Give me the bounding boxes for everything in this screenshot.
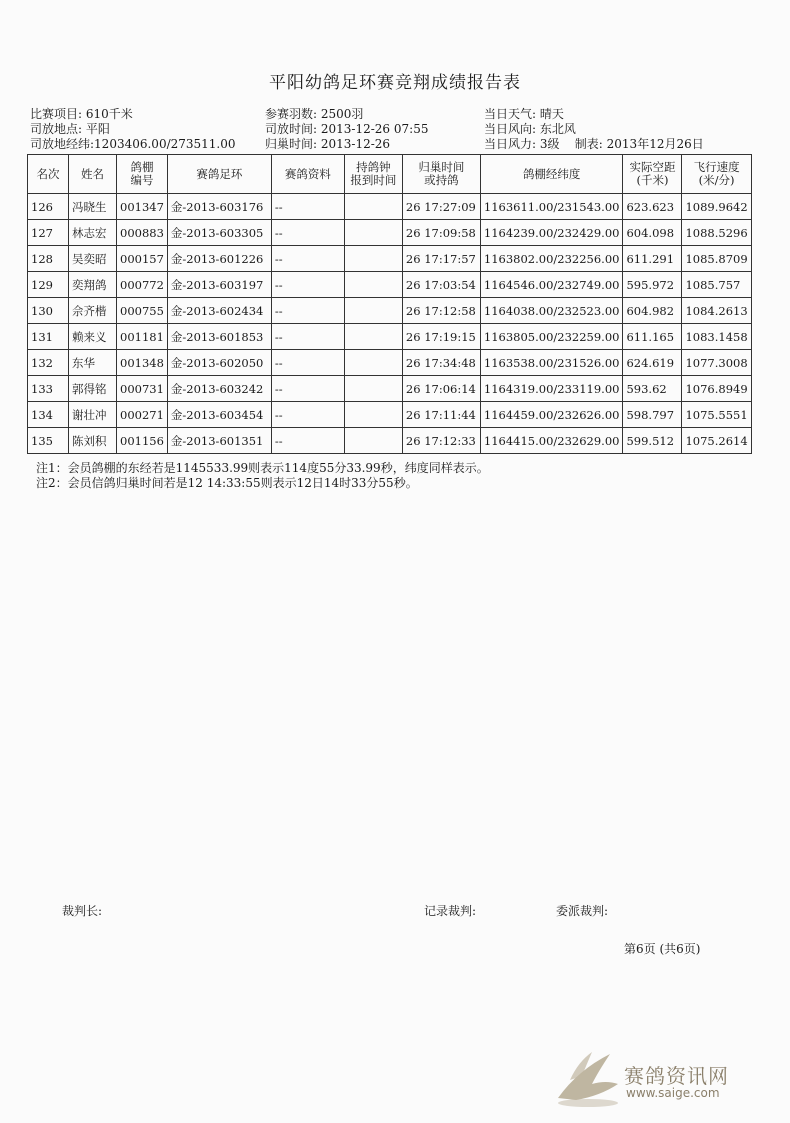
cell-coords: 1163802.00/232256.00 bbox=[480, 246, 623, 272]
cell-ring: 金-2013-601226 bbox=[167, 246, 271, 272]
cell-loft: 000731 bbox=[117, 376, 168, 402]
table-body bbox=[28, 194, 752, 454]
cell-rank: 135 bbox=[28, 428, 69, 454]
wind-dir-value: 东北风 bbox=[539, 122, 576, 136]
info-column-middle bbox=[265, 107, 428, 152]
cell-coords: 1164038.00/232523.00 bbox=[480, 298, 623, 324]
cell-speed: 1075.5551 bbox=[682, 402, 751, 428]
cell-coords: 1164319.00/233119.00 bbox=[480, 376, 623, 402]
cell-clock bbox=[344, 298, 402, 324]
assigned-judge-label: 委派裁判: bbox=[556, 904, 609, 918]
cell-rank: 131 bbox=[28, 324, 69, 350]
cell-return-time: 26 17:03:54 bbox=[402, 272, 480, 298]
cell-speed: 1088.5296 bbox=[682, 220, 751, 246]
weather-label: 当日天气: bbox=[484, 107, 537, 121]
cell-return-time: 26 17:12:58 bbox=[402, 298, 480, 324]
cell-distance: 598.797 bbox=[623, 402, 682, 428]
cell-return-time: 26 17:09:58 bbox=[402, 220, 480, 246]
cell-distance: 604.098 bbox=[623, 220, 682, 246]
cell-rank: 129 bbox=[28, 272, 69, 298]
chief-judge-label: 裁判长: bbox=[62, 904, 103, 918]
cell-name: 冯晓生 bbox=[69, 194, 117, 220]
cell-info: -- bbox=[271, 272, 344, 298]
col-loft-header bbox=[117, 155, 168, 194]
cell-coords: 1163805.00/232259.00 bbox=[480, 324, 623, 350]
col-return-header-line1: 归巢时间 bbox=[418, 160, 465, 174]
cell-loft: 001181 bbox=[117, 324, 168, 350]
cell-distance: 624.619 bbox=[623, 350, 682, 376]
cell-distance: 593.62 bbox=[623, 376, 682, 402]
cell-speed: 1083.1458 bbox=[682, 324, 751, 350]
cell-speed: 1084.2613 bbox=[682, 298, 751, 324]
col-clock-header-line2: 报到时间 bbox=[350, 173, 397, 187]
cell-distance: 599.512 bbox=[623, 428, 682, 454]
cell-ring: 金-2013-602050 bbox=[167, 350, 271, 376]
info-column-right bbox=[484, 107, 704, 152]
cell-name: 林志宏 bbox=[69, 220, 117, 246]
note-1: 注1：会员鸽棚的东经若是1145533.99则表示114度55分33.99秒，纬度同样表示。 bbox=[36, 461, 489, 475]
col-ring-header: 赛鸽足环 bbox=[167, 155, 271, 194]
cell-speed: 1085.8709 bbox=[682, 246, 751, 272]
col-dist-header-line1: 实际空距 bbox=[629, 160, 676, 174]
cell-rank: 132 bbox=[28, 350, 69, 376]
col-dist-header bbox=[623, 155, 682, 194]
cell-return-time: 26 17:27:09 bbox=[402, 194, 480, 220]
cell-ring: 金-2013-602434 bbox=[167, 298, 271, 324]
cell-return-time: 26 17:17:57 bbox=[402, 246, 480, 272]
cell-distance: 611.291 bbox=[623, 246, 682, 272]
cell-clock bbox=[344, 246, 402, 272]
cell-rank: 127 bbox=[28, 220, 69, 246]
cell-coords: 1164546.00/232749.00 bbox=[480, 272, 623, 298]
wind-dir-line bbox=[484, 122, 704, 137]
table-row bbox=[28, 350, 752, 376]
weather-value: 晴天 bbox=[539, 107, 564, 121]
cell-distance: 623.623 bbox=[623, 194, 682, 220]
cell-return-time: 26 17:11:44 bbox=[402, 402, 480, 428]
table-row bbox=[28, 272, 752, 298]
results-table bbox=[27, 154, 752, 454]
cell-name: 陈刘积 bbox=[69, 428, 117, 454]
cell-loft: 000271 bbox=[117, 402, 168, 428]
made-value: 2013年12月26日 bbox=[606, 137, 704, 151]
cell-distance: 611.165 bbox=[623, 324, 682, 350]
cell-return-time: 26 17:19:15 bbox=[402, 324, 480, 350]
cell-name: 东华 bbox=[69, 350, 117, 376]
cell-distance: 604.982 bbox=[623, 298, 682, 324]
pigeon-logo-icon bbox=[548, 1040, 624, 1110]
table-row bbox=[28, 428, 752, 454]
cell-info: -- bbox=[271, 350, 344, 376]
cell-name: 奕翔鸽 bbox=[69, 272, 117, 298]
cell-speed: 1077.3008 bbox=[682, 350, 751, 376]
cell-name: 郭得铭 bbox=[69, 376, 117, 402]
cell-name: 吴奕昭 bbox=[69, 246, 117, 272]
col-loft-header-line2: 编号 bbox=[130, 173, 154, 187]
cell-coords: 1164415.00/232629.00 bbox=[480, 428, 623, 454]
return-time-line bbox=[265, 137, 428, 152]
wind-force-label: 当日风力: bbox=[484, 137, 537, 151]
page-number: 第6页 (共6页) bbox=[624, 942, 701, 956]
table-row bbox=[28, 220, 752, 246]
col-return-header bbox=[402, 155, 480, 194]
cell-speed: 1085.757 bbox=[682, 272, 751, 298]
wind-force-value: 3级 bbox=[539, 137, 560, 151]
table-row bbox=[28, 298, 752, 324]
notes bbox=[36, 461, 489, 491]
table-row bbox=[28, 376, 752, 402]
col-speed-header-line2: (米/分) bbox=[698, 173, 735, 187]
cell-info: -- bbox=[271, 246, 344, 272]
wind-dir-label: 当日风向: bbox=[484, 122, 537, 136]
release-place-value: 平阳 bbox=[85, 122, 110, 136]
race-item-line bbox=[30, 107, 236, 122]
col-clock-header bbox=[344, 155, 402, 194]
cell-info: -- bbox=[271, 376, 344, 402]
cell-rank: 130 bbox=[28, 298, 69, 324]
cell-info: -- bbox=[271, 220, 344, 246]
release-coords-label: 司放地经纬: bbox=[30, 137, 95, 151]
cell-ring: 金-2013-601351 bbox=[167, 428, 271, 454]
col-info-header: 赛鸽资料 bbox=[271, 155, 344, 194]
release-time-value: 2013-12-26 07:55 bbox=[320, 122, 429, 136]
cell-name: 佘齐楷 bbox=[69, 298, 117, 324]
cell-ring: 金-2013-603242 bbox=[167, 376, 271, 402]
cell-rank: 128 bbox=[28, 246, 69, 272]
release-place-line bbox=[30, 122, 236, 137]
col-speed-header-line1: 飞行速度 bbox=[693, 160, 740, 174]
cell-loft: 000157 bbox=[117, 246, 168, 272]
col-clock-header-line1: 持鸽钟 bbox=[356, 160, 391, 174]
col-name-header: 姓名 bbox=[69, 155, 117, 194]
info-column-left bbox=[30, 107, 236, 152]
release-time-label: 司放时间: bbox=[265, 122, 318, 136]
cell-return-time: 26 17:06:14 bbox=[402, 376, 480, 402]
cell-info: -- bbox=[271, 298, 344, 324]
cell-name: 赖来义 bbox=[69, 324, 117, 350]
race-item-value: 610千米 bbox=[85, 107, 133, 121]
table-row bbox=[28, 246, 752, 272]
table-row bbox=[28, 402, 752, 428]
cell-rank: 134 bbox=[28, 402, 69, 428]
cell-loft: 001347 bbox=[117, 194, 168, 220]
cell-ring: 金-2013-603176 bbox=[167, 194, 271, 220]
cell-ring: 金-2013-603454 bbox=[167, 402, 271, 428]
cell-clock bbox=[344, 220, 402, 246]
cell-loft: 000755 bbox=[117, 298, 168, 324]
col-dist-header-line2: (千米) bbox=[636, 173, 669, 187]
cell-return-time: 26 17:34:48 bbox=[402, 350, 480, 376]
table-header-row bbox=[28, 155, 752, 194]
recorder-judge-label: 记录裁判: bbox=[424, 904, 477, 918]
cell-loft: 000883 bbox=[117, 220, 168, 246]
cell-clock bbox=[344, 194, 402, 220]
cell-speed: 1075.2614 bbox=[682, 428, 751, 454]
weather-line bbox=[484, 107, 704, 122]
cell-clock bbox=[344, 402, 402, 428]
return-time-value: 2013-12-26 bbox=[320, 137, 391, 151]
cell-return-time: 26 17:12:33 bbox=[402, 428, 480, 454]
cell-info: -- bbox=[271, 194, 344, 220]
cell-coords: 1163611.00/231543.00 bbox=[480, 194, 623, 220]
cell-clock bbox=[344, 350, 402, 376]
release-time-line bbox=[265, 122, 428, 137]
col-coords-header: 鸽棚经纬度 bbox=[480, 155, 623, 194]
entries-value: 2500羽 bbox=[320, 107, 364, 121]
col-speed-header bbox=[682, 155, 751, 194]
release-coords-line bbox=[30, 137, 236, 152]
col-rank-header: 名次 bbox=[28, 155, 69, 194]
table-row bbox=[28, 194, 752, 220]
cell-clock bbox=[344, 376, 402, 402]
cell-speed: 1076.8949 bbox=[682, 376, 751, 402]
cell-loft: 000772 bbox=[117, 272, 168, 298]
entries-line bbox=[265, 107, 428, 122]
watermark-text: 赛鸽资讯网 bbox=[624, 1064, 729, 1088]
table-row bbox=[28, 324, 752, 350]
cell-ring: 金-2013-603305 bbox=[167, 220, 271, 246]
return-time-label: 归巢时间: bbox=[265, 137, 318, 151]
col-return-header-line2: 或持鸽 bbox=[424, 173, 459, 187]
cell-clock bbox=[344, 428, 402, 454]
cell-info: -- bbox=[271, 324, 344, 350]
cell-info: -- bbox=[271, 402, 344, 428]
cell-rank: 126 bbox=[28, 194, 69, 220]
release-coords-value: 1203406.00/273511.00 bbox=[94, 137, 236, 151]
cell-ring: 金-2013-603197 bbox=[167, 272, 271, 298]
cell-info: -- bbox=[271, 428, 344, 454]
cell-rank: 133 bbox=[28, 376, 69, 402]
cell-coords: 1164239.00/232429.00 bbox=[480, 220, 623, 246]
watermark bbox=[548, 1040, 768, 1110]
cell-name: 谢壮冲 bbox=[69, 402, 117, 428]
col-loft-header-line1: 鸽棚 bbox=[130, 160, 154, 174]
cell-coords: 1164459.00/232626.00 bbox=[480, 402, 623, 428]
cell-loft: 001156 bbox=[117, 428, 168, 454]
wind-force-line bbox=[484, 137, 704, 152]
race-item-label: 比赛项目: bbox=[30, 107, 83, 121]
cell-clock bbox=[344, 324, 402, 350]
report-title: 平阳幼鸽足环赛竞翔成绩报告表 bbox=[269, 73, 521, 93]
cell-loft: 001348 bbox=[117, 350, 168, 376]
made-label: 制表: bbox=[574, 137, 603, 151]
cell-ring: 金-2013-601853 bbox=[167, 324, 271, 350]
release-place-label: 司放地点: bbox=[30, 122, 83, 136]
watermark-url: www.saige.com bbox=[626, 1086, 720, 1100]
cell-speed: 1089.9642 bbox=[682, 194, 751, 220]
entries-label: 参赛羽数: bbox=[265, 107, 318, 121]
cell-coords: 1163538.00/231526.00 bbox=[480, 350, 623, 376]
cell-distance: 595.972 bbox=[623, 272, 682, 298]
note-2: 注2：会员信鸽归巢时间若是12 14:33:55则表示12日14时33分55秒。 bbox=[36, 476, 418, 490]
cell-clock bbox=[344, 272, 402, 298]
